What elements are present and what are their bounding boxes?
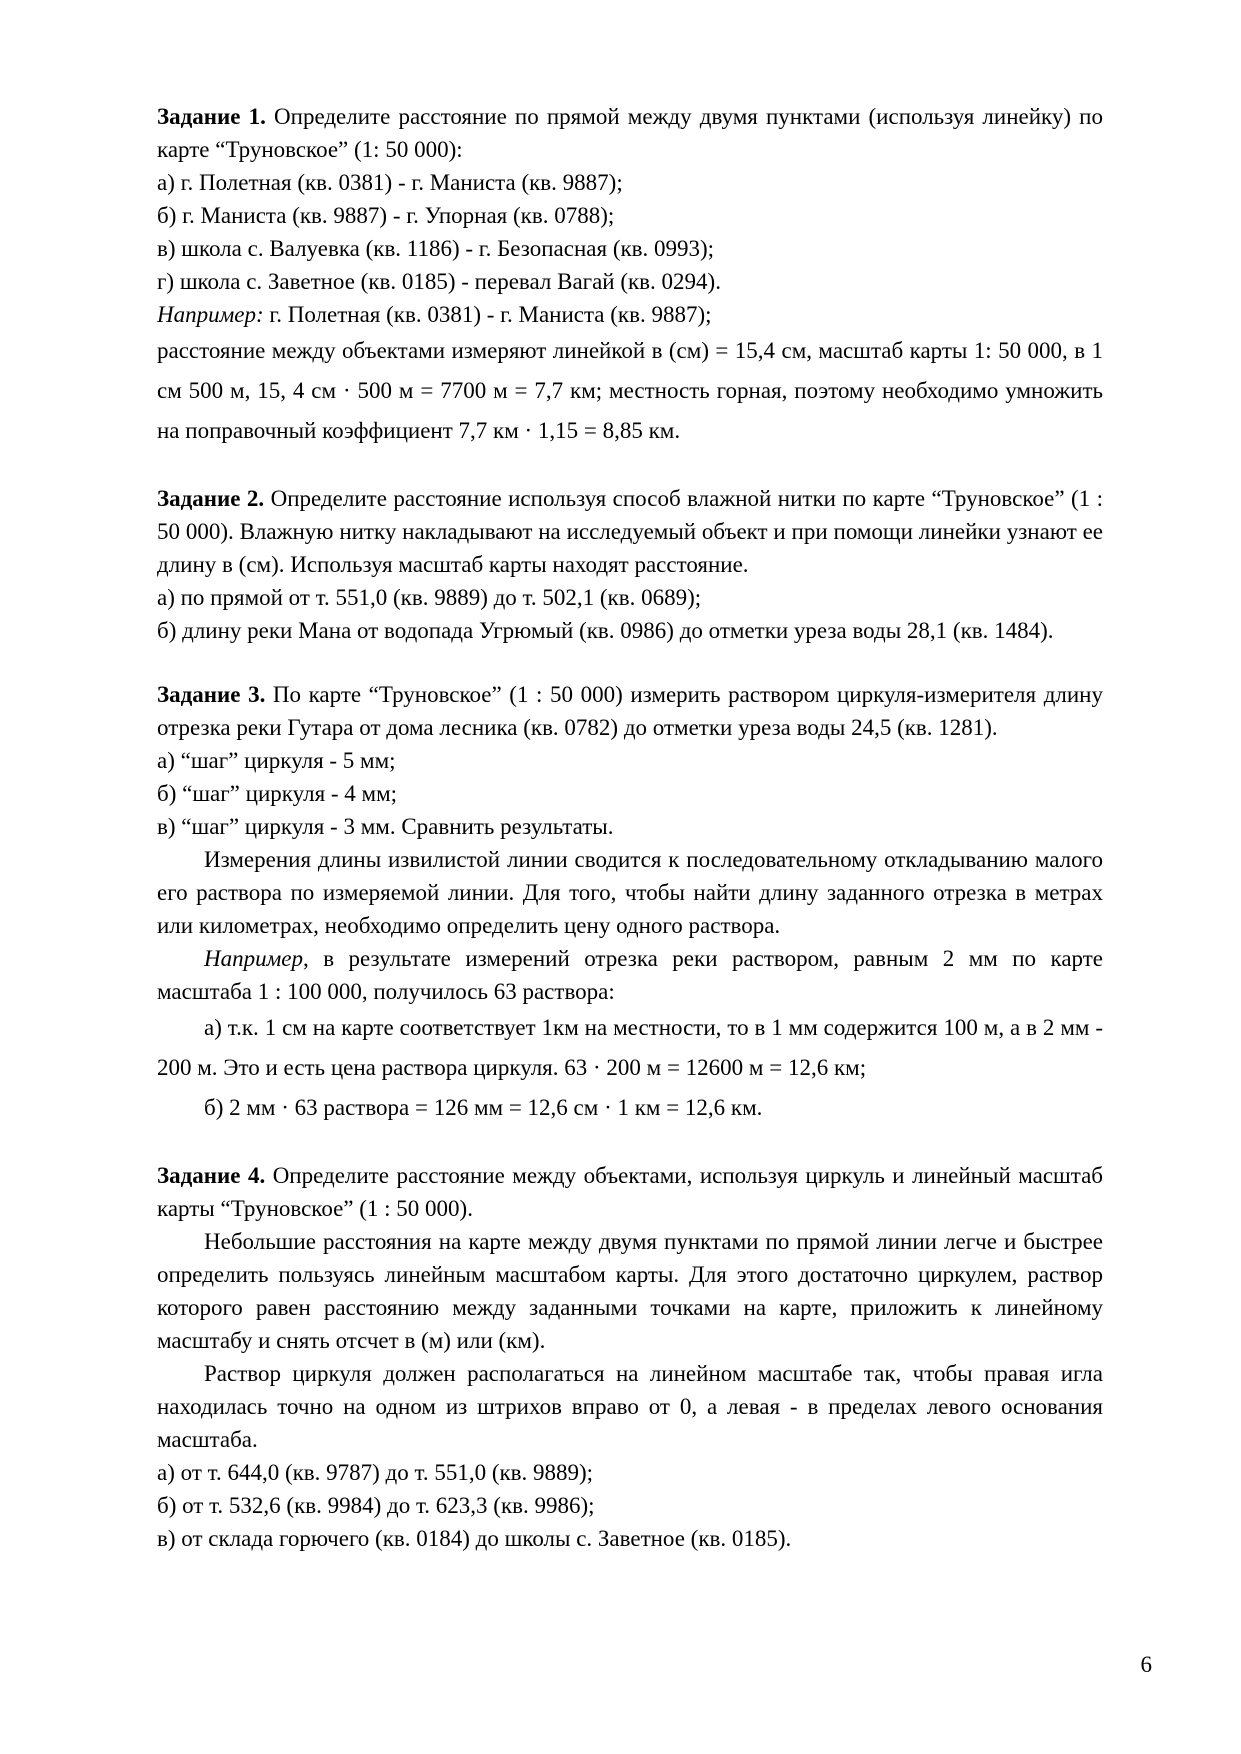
task4-item-v: в) от склада горючего (кв. 0184) до школы с. Заветное (кв. 0185). xyxy=(157,1526,792,1551)
task1-item-b: б) г. Маниста (кв. 9887) - г. Упорная (кв. 0788); xyxy=(157,203,615,228)
page-number: 6 xyxy=(1140,1652,1152,1677)
task3-intro-paragraph xyxy=(157,678,1103,744)
task4-label: Задание 4. xyxy=(157,1163,266,1188)
task1-example-intro: г. Полетная (кв. 0381) - г. Маниста (кв. 9887); xyxy=(263,302,712,327)
task1-example-body: расстояние между объектами измеряют линейкой в (см) = 15,4 см, масштаб карты 1: 50 000, в 1 см 500 м, 15, 4 см · 500 м = 7700 м = 7,7 км; местность горная, поэтому необходимо умножить на поправочный коэффициент 7,7 км · 1,15 = 8,85 км. xyxy=(157,338,1103,443)
task4-item-b: б) от т. 532,6 (кв. 9984) до т. 623,3 (кв. 9986); xyxy=(157,1493,595,1518)
task3-sub-item-b: б) 2 мм · 63 раствора = 126 мм = 12,6 см · 1 км = 12,6 км. xyxy=(204,1095,763,1120)
task3-example-text: , в результате измерений отрезка реки раствором, равным 2 мм по карте масштаба 1 : 100 000, получилось 63 раствора: xyxy=(157,946,1103,1004)
task3-item-b: б) “шаг” циркуля - 4 мм; xyxy=(157,781,398,806)
task3-example-label: Например xyxy=(204,946,303,971)
task4-paragraph-2: Раствор циркуля должен располагаться на линейном масштабе так, чтобы правая игла находилась точно на одном из штрихов вправо от 0, а левая - в пределах левого основания масштаба. xyxy=(157,1361,1103,1452)
task3-paragraph-1: Измерения длины извилистой линии сводится к последовательному откладыванию малого его раствора по измеряемой линии. Для того, чтобы найти длину заданного отрезка в метрах или километрах, необходимо определить цену одного раствора. xyxy=(157,847,1103,938)
task1-item-v: в) школа с. Валуевка (кв. 1186) - г. Безопасная (кв. 0993); xyxy=(157,236,715,261)
task4-paragraph-1: Небольшие расстояния на карте между двумя пунктами по прямой линии легче и быстрее определить пользуясь линейным масштабом карты. Для этого достаточно циркулем, раствор которого равен расстоянию между заданными точками на карте, приложить к линейному масштабу и снять отсчет в (м) или (км). xyxy=(157,1229,1103,1353)
task3-example-paragraph xyxy=(157,942,1103,1008)
task4-item-a: а) от т. 644,0 (кв. 9787) до т. 551,0 (кв. 9889); xyxy=(157,1460,594,1485)
task2-intro-text: Определите расстояние используя способ влажной нитки по карте “Труновское” (1 : 50 000). Влажную нитку накладывают на исследуемый объект и при помощи линейки узнают ее длину в (см). Используя масштаб карты находят расстояние. xyxy=(157,486,1103,577)
task2-label: Задание 2. xyxy=(157,486,265,511)
task1-intro-text: Определите расстояние по прямой между двумя пунктами (используя линейку) по карте “Труновское” (1: 50 000): xyxy=(157,104,1103,162)
task2-intro-paragraph xyxy=(157,482,1103,581)
task1-intro-paragraph xyxy=(157,100,1103,166)
task1-label: Задание 1. xyxy=(157,104,266,129)
task3-item-a: а) “шаг” циркуля - 5 мм; xyxy=(157,748,396,773)
task1-item-a: а) г. Полетная (кв. 0381) - г. Маниста (кв. 9887); xyxy=(157,170,623,195)
task4-intro-paragraph xyxy=(157,1159,1103,1225)
task1-example-line xyxy=(157,298,1103,331)
task2-item-a: а) по прямой от т. 551,0 (кв. 9889) до т. 502,1 (кв. 0689); xyxy=(157,585,702,610)
task3-label: Задание 3. xyxy=(157,682,266,707)
task2-item-b: б) длину реки Мана от водопада Угрюмый (кв. 0986) до отметки уреза воды 28,1 (кв. 1484). xyxy=(157,618,1054,643)
task3-item-v: в) “шаг” циркуля - 3 мм. Сравнить результаты. xyxy=(157,814,614,839)
task3-sub-item-a: а) т.к. 1 см на карте соответствует 1км на местности, то в 1 мм содержится 100 м, а в 2 мм - 200 м. Это и есть цена раствора циркуля. 63 · 200 м = 12600 м = 12,6 км; xyxy=(157,1015,1103,1080)
task3-intro-text: По карте “Труновское” (1 : 50 000) измерить раствором циркуля-измерителя длину отрезка реки Гутара от дома лесника (кв. 0782) до отметки уреза воды 24,5 (кв. 1281). xyxy=(157,682,1103,740)
task4-intro-text: Определите расстояние между объектами, используя циркуль и линейный масштаб карты “Труновское” (1 : 50 000). xyxy=(157,1163,1103,1221)
task1-item-g: г) школа с. Заветное (кв. 0185) - перевал Вагай (кв. 0294). xyxy=(157,269,721,294)
document-content xyxy=(157,100,1103,1555)
task1-example-label: Например: xyxy=(157,302,264,327)
